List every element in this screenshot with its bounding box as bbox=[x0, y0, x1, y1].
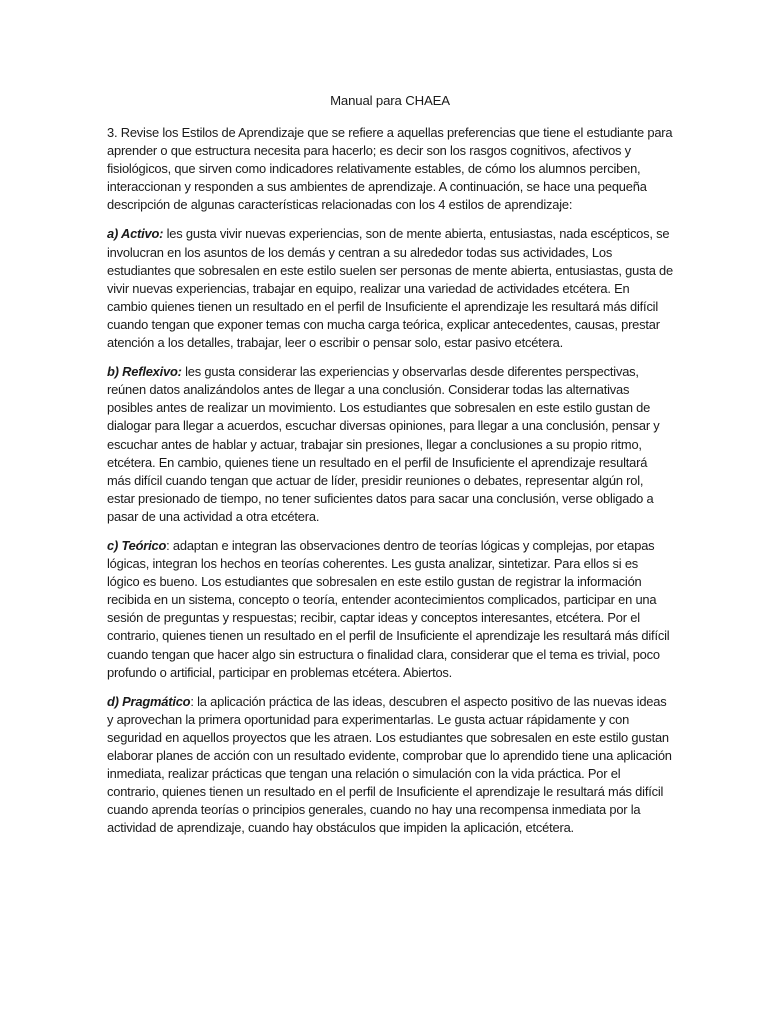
document-title: Manual para CHAEA bbox=[330, 93, 450, 108]
style-paragraph-activo bbox=[107, 225, 673, 352]
style-paragraph-pragmatico bbox=[107, 693, 673, 838]
style-text-reflexivo: les gusta considerar las experiencias y observarlas desde diferentes perspectivas, reúnen datos analizándolos antes de llegar a una conclusión. Considerar todas las alternativas posibles antes de realizar un movimiento. Los estudiantes que sobresalen en este estilo gustan de dialogar para llegar a acuerdos, escuchar diversas opiniones, para llegar a una conclusión, pensar y escuchar antes de hablar y actuar, trabajar sin presiones, llegar a conclusiones a su propio ritmo, etcétera. En cambio, quienes tiene un resultado en el perfil de Insuficiente el aprendizaje resultará más difícil cuando tengan que actuar de líder, presidir reuniones o debates, representar algún rol, estar presionado de tiempo, no tener suficientes datos para sacar una conclusión, verse obligado a pasar de una actividad a otra etcétera. bbox=[107, 364, 660, 524]
intro-paragraph: 3. Revise los Estilos de Aprendizaje que se refiere a aquellas preferencias que tiene el estudiante para aprender o que estructura necesita para hacerlo; es decir son los rasgos cognitivos, afectivos y fisiológicos, que sirven como indicadores relativamente estables, de cómo los alumnos perciben, interaccionan y responden a sus ambientes de aprendizaje. A continuación, se hace una pequeña descripción de algunas características relacionadas con los 4 estilos de aprendizaje: bbox=[107, 125, 673, 213]
style-text-activo: les gusta vivir nuevas experiencias, son de mente abierta, entusiastas, nada escépticos, se involucran en los asuntos de los demás y centran a su alrededor todas sus actividades, Los estudiantes que sobresalen en este estilo suelen ser personas de mente abierta, entusiastas, gusta de vivir nuevas experiencias, trabajar en equipo, realizar una variedad de actividades etcétera. En cambio quienes tienen un resultado en el perfil de Insuficiente el aprendizaje les resultará más difícil cuando tengan que exponer temas con mucha carga teórica, explicar antecedentes, causas, prestar atención a los detalles, trabajar, leer o escribir o pensar solo, estar pasivo etcétera. bbox=[107, 226, 673, 351]
style-text-pragmatico: : la aplicación práctica de las ideas, descubren el aspecto positivo de las nuevas ideas y aprovechan la primera oportunidad para experimentarlas. Le gusta actuar rápidamente y con seguridad en aquellos proyectos que les atraen. Los estudiantes que sobresalen en este estilo gustan elaborar planes de acción con un resultado evidente, comprobar que lo aprendido tiene una aplicación inmediata, realizar prácticas que tengan una relación o simulación con la vida práctica. Por el contrario, quienes tienen un resultado en el perfil de Insuficiente el aprendizaje le resultará más difícil cuando aprenda teorías o principios generales, cuando no hay una recompensa inmediata por la actividad de aprendizaje, cuando hay obstáculos que impiden la aplicación, etcétera. bbox=[107, 693, 672, 836]
style-term-teorico: c) Teórico bbox=[107, 537, 167, 553]
style-term-reflexivo: b) Reflexivo: bbox=[107, 364, 182, 380]
style-term-pragmatico: d) Pragmático bbox=[107, 693, 191, 709]
style-term-activo: a) Activo: bbox=[107, 226, 164, 242]
document-body bbox=[107, 92, 673, 848]
style-paragraph-teorico bbox=[107, 537, 673, 682]
style-paragraph-reflexivo bbox=[107, 363, 673, 526]
style-text-teorico: : adaptan e integran las observaciones dentro de teorías lógicas y complejas, por etapas lógicas, integran los hechos en teorías coherentes. Les gusta analizar, sintetizar. Para ellos si es lógico es bueno. Los estudiantes que sobresalen en este estilo gustan de registrar la información recibida en un sistema, concepto o teoría, entender acontecimientos complicados, participar en una sesión de preguntas y respuestas; recibir, captar ideas y conceptos interesantes, etcétera. Por el contrario, quienes tienen un resultado en el perfil de Insuficiente el aprendizaje les resultará más difícil cuando tengan que hacer algo sin estructura o finalidad clara, considerar que el tema es trivial, poco profundo o artificial, participar en problemas etcétera. Abiertos. bbox=[107, 537, 670, 680]
